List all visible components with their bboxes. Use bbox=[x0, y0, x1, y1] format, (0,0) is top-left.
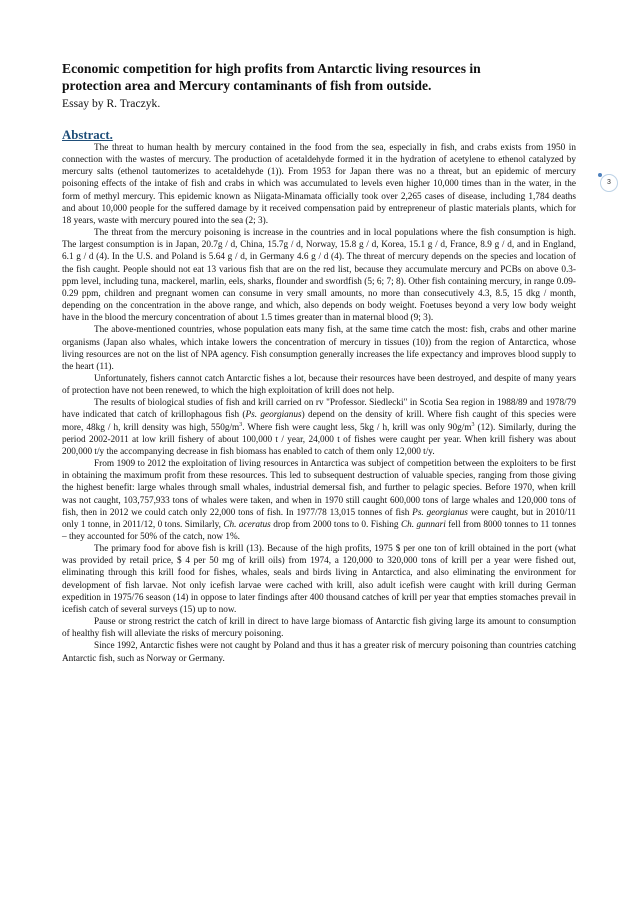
species-name: Ch. gunnari bbox=[400, 519, 446, 530]
author-byline: Essay by R. Traczyk. bbox=[62, 97, 161, 110]
p6-text-a: From 1909 to 2012 the exploitation of living resources in Antarctica was subject of competition between the exploiters to be first in obtaining the maximum profit from these resources. This led to subsequent destruction of valuable species, ranging from those giving the highest benefit: large whales through small whales, industrial demersal fish, and further to pelagic species. Before 1970, when krill was not caught, 103,757,933 tons of whales were taken, and when in 1970 still caught 600,000 tons of large whales and 120,000 tons of fish, then in 2012 we could catch only 22,000 tons of fish. In 1977/78 13,015 tonnes of fish bbox=[62, 459, 576, 518]
p5-text-a: The results of biological studies of fish and krill carried on rv "Professor. Siedlecki" in Scotia Sea region in 1988/89 and 1978/79 have indicated that catch of krillophagous fish ( bbox=[62, 398, 576, 421]
paragraph-5 bbox=[62, 397, 576, 458]
document-page bbox=[62, 60, 576, 665]
species-name: Ps. georgianus bbox=[412, 507, 468, 518]
paragraph-9: Since 1992, Antarctic fishes were not caught by Poland and thus it has a greater risk of mercury poisoning than countries catching Antarctic fish, such as Norway or Germany. bbox=[62, 641, 576, 664]
abstract-heading: Abstract. bbox=[62, 128, 113, 142]
p6-text-c: drop from 2000 tons to 0. Fishing bbox=[270, 519, 401, 530]
species-name: Ch. aceratus bbox=[223, 519, 271, 530]
page-number-badge: 3 bbox=[600, 174, 618, 192]
title-line-2: protection area and Mercury contaminants of fish from outside. bbox=[62, 78, 432, 93]
title-line-1: Economic competition for high profits from Antarctic living resources in bbox=[62, 61, 481, 76]
paragraph-1: The threat to human health by mercury contained in the food from the sea, especially in fish, and crabs exists from 1950 in connection with the wastes of mercury. The production of acetaldehyde formed it in the hydration of acetylene to ethenol catalyzed by mercury salts (ethenol tautomerizes to acetaldehyde (1)). From 1953 for Japan there was no a threat, but an epidemic of mercury poisoning effects of the intake of fish and crabs in which was accumulated to levels even higher 10,000 times than in the water, in the form of methyl mercury. This epidemic known as Niigata-Minamata officially took over 2,265 cases of disease, including 1,784 deaths and about 10,000 people for the suffered damage by it received compensation paid by entrepreneur of plastic materials plants, which for 18 years, waste with mercury poured into the sea (2; 3). bbox=[62, 143, 576, 226]
paragraph-2: The threat from the mercury poisoning is increase in the countries and in local populations where the fish consumption is high. The largest consumption is in Japan, 20.7g / d, China, 15.7g / d, Norway, 15.8 g / d, Korea, 15.1 g / d, France, 8.9 g / d, and in England, 6.1 g / d (4). In the U.S. and Poland is 5.64 g / d, in Germany 4.6 g / d (4). The threat of mercury depends on the species and location of the fish caught. People should not eat 13 various fish that are on the red list, because they accumulate mercury and PCBs on above 0.3-ppm level, including tuna, mackerel, marlin, eels, sharks, flounder and swordfish (5; 6; 7; 8). Other fish containing mercury, in range 0.09-0.29 ppm, children and pregnant women can consume in very small amounts, no more than consecutively 4.3, 8.5, 15 dkg / month, depending on the concentration in the above range, and which, also depends on body weight. Foetuses beyond a very low body weight have in the blood the mercury concentration of about 1.5 times greater than in maternal blood (9; 3). bbox=[62, 228, 576, 324]
p5-text-c: . Where fish were caught less, 5kg / h, krill was only 90g/m bbox=[242, 422, 472, 433]
p6-text-d: fell from 8000 tonnes to 11 tonnes – they accounted for 50% of the catch, now 1%. bbox=[62, 519, 577, 542]
paragraph-7: The primary food for above fish is krill (13). Because of the high profits, 1975 $ per one ton of krill obtained in the port (what was provided by retail price, $ 4 per 50 mg of krill oils) from 1974, a 120,000 to 320,000 tons of krill per a year were fished out, eliminating through this krill food for fishes, whales, seals and birds living in Antarctica, and also eliminating the environment for development of fish larvae. Not only icefish larvae were cached with krill, also adult icefish were caught with krill during German expedition in 1975/76 season (14) in oppose to later findings after 400 thousand catches of krill per year that empties stomaches prevail in icefish catch of several surveys (15) up to now. bbox=[62, 544, 576, 615]
paragraph-6 bbox=[62, 458, 576, 543]
paragraph-8: Pause or strong restrict the catch of krill in direct to have large biomass of Antarctic fish giving large its amount to consumption of healthy fish will alleviate the risks of mercury poisoning. bbox=[62, 617, 576, 640]
document-title bbox=[62, 60, 576, 94]
p5-text-b: ) depend on the density of krill. Where fish caught of this species were more, 48kg / h, krill density was high, 550g/m bbox=[62, 410, 576, 433]
p5-text-d: (12). Similarly, during the period 2002-2011 at low krill fishery of about 100,000 t / year, 24,000 t of fishes were caught per year. When krill fishery was about 200,000 t/y the accompanying decrease in fish biomass has enabled to catch of them only 12,000 t/y. bbox=[62, 422, 576, 457]
p6-text-b: were caught, but in 2010/11 only 1 tonne, in 2011/12, 0 tons. Similarly, bbox=[62, 507, 576, 530]
species-name: Ps. georgianus bbox=[245, 410, 302, 421]
superscript: 3 bbox=[471, 421, 475, 428]
paragraph-3: The above-mentioned countries, whose population eats many fish, at the same time catch the most: fish, crabs and other marine organisms (Japan also whales, which intake lowers the concentration of mercury in tissues (10)) from the region of Antarctica, whose living resources are not on the list of NPA agency. Fish consumption generally increases the life expectancy and improves blood supply to the heart (11). bbox=[62, 325, 576, 372]
paragraph-4: Unfortunately, fishers cannot catch Antarctic fishes a lot, because their resources have been destroyed, and despite of many years of protection have not been renewed, to which the high exploitation of krill does not help. bbox=[62, 373, 576, 397]
superscript: 3 bbox=[239, 421, 243, 428]
